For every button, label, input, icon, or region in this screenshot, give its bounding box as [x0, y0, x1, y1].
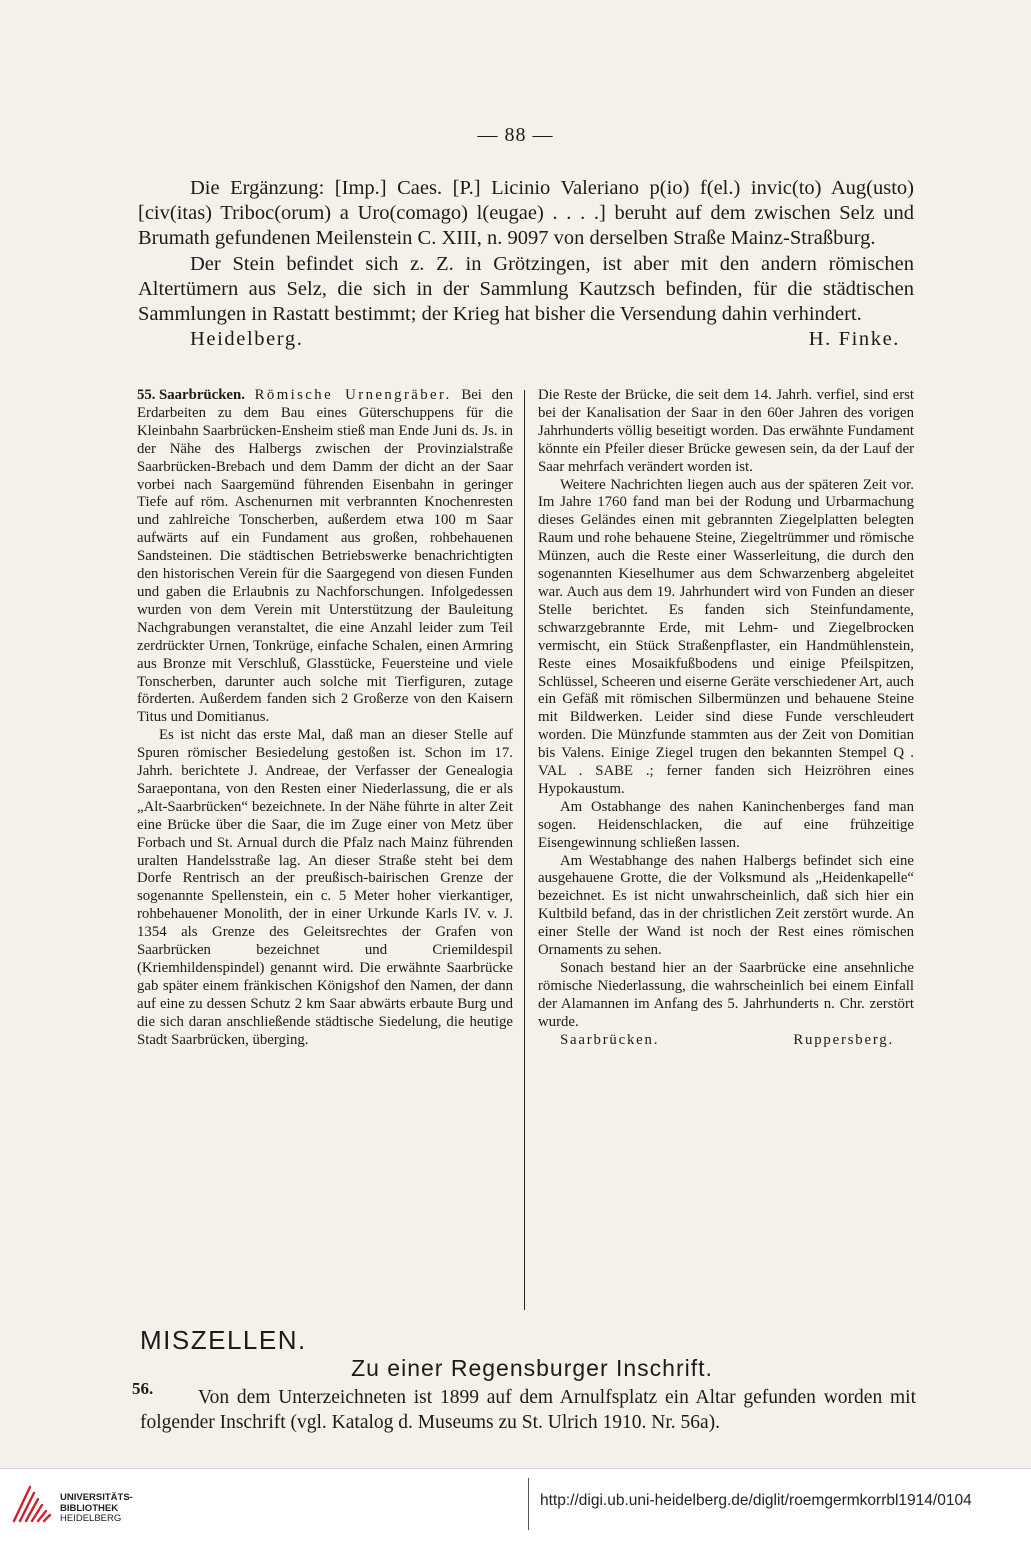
permalink-url[interactable]: http://digi.ub.uni-heidelberg.de/diglit/roemgermkorrbl1914/0104: [540, 1492, 972, 1509]
article-55-right-paragraph-4: Am Westabhange des nahen Halbergs befindet sich eine ausgehauene Grotte, die der Volksmund als „Heidenkapelle“ bezeichnet. Es ist nicht unwahrscheinlich, daß sich hier ein Kultbild befand, das in der christlichen Zeit zerstört wurde. An einer Stelle der Wand ist noch der Rest eines römischen Ornaments zu sehen.: [538, 852, 914, 959]
article-55-paragraph-1: [137, 387, 513, 727]
article-55-text-1: Bei den Erdarbeiten zu dem Bau eines Güterschuppens für die Kleinbahn Saarbrücken-Ensheim stieß man Ende Juni ds. Js. in der Nähe des Halbergs zwischen der Provinzialstraße Saarbrücken-Brebach und dem Damm der dicht an der Saar vorbei nach Saargemünd führenden Eisenbahn in geringer Tiefe auf röm. Aschenurnen mit verbrannten Knochenresten und zahlreiche Tonscherben, außerdem etwa 100 m Saar aufwärts auf ein Fundament aus großen, rohbehauenen Sandsteinen. Die städtischen Betriebswerke benachrichtigten den historischen Verein für die Saargegend von diesen Funden und gaben die Erlaubnis zu Nachforschungen. Infolgedessen wurden von dem Verein mit Unterstützung der Bauleitung Nachgrabungen veranstaltet, die eine Anzahl leider zum Teil zerdrückter Urnen, Tonkrüge, einfache Schalen, einen Armring aus Bronze mit Verschluß, Glasstücke, Feuersteine und viele Tonscherben, darunter auch solche mit Tierfiguren, zutage förderten. Außerdem fanden sich 2 Großerze von den Kaisern Titus und Domitianus.: [137, 387, 513, 726]
article-subtitle: Römische Urnengräber.: [254, 387, 452, 403]
section-heading: MISZELLEN.: [140, 1325, 307, 1355]
library-name: [60, 1493, 133, 1525]
footer-divider: [528, 1478, 529, 1530]
intro-paragraph-2: Der Stein befindet sich z. Z. in Grötzingen, ist aber mit den andern römischen Altertümern aus Selz, die sich in der Sammlung Kautzsch befinden, für die städtischen Sammlungen in Rastatt bestimmt; der Krieg hat bisher die Versendung dahin verhindert.: [138, 252, 914, 326]
intro-text: [138, 176, 914, 352]
library-name-line-1: UNIVERSITÄTS-: [60, 1492, 133, 1503]
intro-paragraph-1: Die Ergänzung: [Imp.] Caes. [P.] Licinio Valeriano p(io) f(el.) invic(to) Aug(usto) [civ(itas) Triboc(orum) a Uro(comago) l(eugae) . . . .] beruht auf dem zwischen Selz und Brumath gefundenen Meilenstein C. XIII, n. 9097 von derselben Straße Mainz-Straßburg.: [138, 177, 914, 250]
article-55-paragraph-2: Es ist nicht das erste Mal, daß man an dieser Stelle auf Spuren römischer Besiedelung gestoßen ist. Schon im 17. Jahrh. berichtete J. Andreae, der Verfasser der Genealogia Saraepontana, von den Resten einer Niederlassung, die er als „Alt-Saarbrücken“ bezeichnete. In der Nähe führte in alter Zeit eine Brücke über die Saar, die im Zuge einer von Metz über Forbach und St. Arnual durch die Pfalz nach Mainz führenden uralten Handelsstraße lag. An dieser Straße steht bei dem Dorfe Rentrisch an der preußisch-bairischen Grenze der sogenannte Spellenstein, ein c. 5 Meter hoher vierkantiger, rohbehauener Monolith, der in einer Urkunde Karls IV. v. J. 1354 als Grenze des Geleitsrechtes der Grafen von Saarbrücken bezeichnet und Criemildespil (Kriemhildenspindel) genannt wird. Die erwähnte Saarbrücke gab später einem fränkischen Königshof den Namen, der dann auf eine zu dessen Schutz 2 km Saar abwärts erbaute Burg und die sich daran anschließende städtische Siedelung, die heutige Stadt Saarbrücken, überging.: [137, 727, 513, 1048]
intro-author: H. Finke.: [808, 328, 900, 351]
article-55-right-paragraph-1: Die Reste der Brücke, die seit dem 14. Jahrh. verfiel, sind erst bei der Kanalisation der Saar in den 60er Jahren des vorigen Jahrhunderts völlig beseitigt worden. Das erwähnte Fundament könnte ein Pfeiler dieser Brücke gewesen sein, da der Lauf der Saar mehrfach verändert worden ist.: [538, 387, 914, 475]
article-55-signature: [538, 1032, 914, 1050]
article-56-number: 56.: [132, 1379, 154, 1398]
article-55-right-column: [538, 387, 914, 1050]
article-number: 55.: [137, 387, 156, 403]
signature-author: Ruppersberg.: [793, 1031, 894, 1048]
signature-place: Saarbrücken.: [560, 1031, 660, 1048]
article-56-paragraph: Von dem Unterzeichneten ist 1899 auf dem Arnulfsplatz ein Altar gefunden worden mit folgender Inschrift (vgl. Katalog d. Museums zu St. Ulrich 1910. Nr. 56a).: [140, 1387, 916, 1433]
article-55-right-paragraph-3: Am Ostabhange des nahen Kaninchenberges fand man sogen. Heidenschlacken, die auf eine frühzeitige Eisengewinnung schließen lassen.: [538, 798, 914, 851]
article-56-text: [140, 1385, 916, 1435]
column-divider: [524, 390, 525, 1310]
library-name-line-3: HEIDELBERG: [60, 1513, 122, 1524]
article-55-left-column: [137, 387, 513, 1050]
intro-signature: [138, 327, 914, 352]
page-number: — 88 —: [477, 124, 554, 146]
article-55-right-paragraph-5: Sonach bestand hier an der Saarbrücke eine ansehnliche römische Niederlassung, die wahrscheinlich bei einem Einfall der Alamannen im Anfang des 5. Jahrhunderts n. Chr. zerstört wurde.: [538, 960, 914, 1030]
section-subheading: Zu einer Regensburger Inschrift.: [351, 1355, 713, 1381]
library-name-line-2: BIBLIOTHEK: [60, 1502, 119, 1514]
article-55-right-paragraph-2: Weitere Nachrichten liegen auch aus der späteren Zeit vor. Im Jahre 1760 fand man bei der Rodung und Urbarmachung dieses Geländes einen mit gebrannten Ziegelplatten belegten Raum und rohe behauene Steine, Ziegeltrümmer und römische Münzen, auch die Reste einer Wasserleitung, die durch den sogenannten Kieselhumer aus dem Schwarzenberg abgeleitet war. Auch aus dem 19. Jahrhundert wird von Funden an dieser Stelle berichtet. Es fanden sich Steinfundamente, schwarzgebrannte Erde, mit Lehm- und Ziegelbrocken vermischt, ein Stück Straßenpflaster, ein Handmühlenstein, Reste eines Mosaikfußbodens und einige Pfeilspitzen, Schlüssel, Scheeren und eiserne Geräte verschiedener Art, auch ein Gefäß mit römischen Silbermünzen und behauene Steine mit Bildwerken. Leider sind diese Funde verschleudert worden. Die Münzfunde stammten aus der Zeit von Domitian bis Valens. Einige Ziegel trugen den bekannten Stempel Q . VAL . SABE .; ferner fanden sich Heizröhren eines Hypokaustum.: [538, 476, 914, 797]
university-library-logo-icon: [10, 1481, 52, 1525]
article-title: Saarbrücken.: [159, 387, 245, 403]
intro-place: Heidelberg.: [190, 328, 304, 351]
